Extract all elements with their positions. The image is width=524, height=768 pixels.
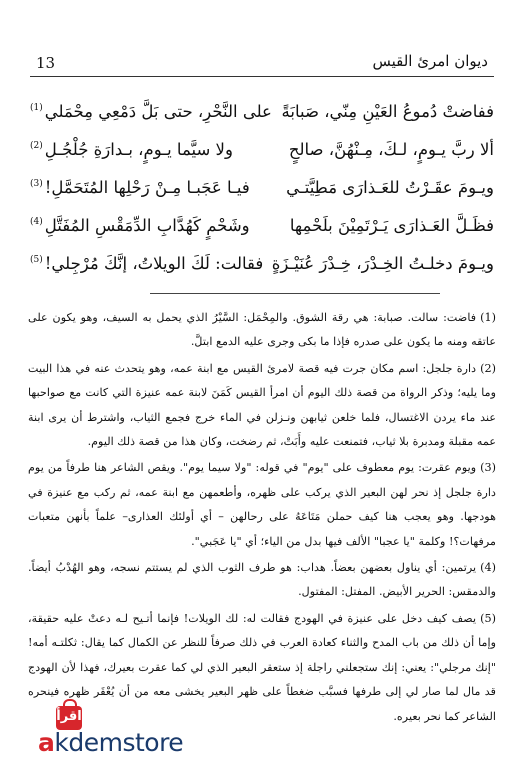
watermark-initial: a [38, 728, 55, 757]
verse-first-hemistich: ويـومَ عقَـرْتُ للعَـذارَى مَطِيَّتـي [286, 177, 494, 197]
bag-glyph: اقرأ [56, 709, 82, 724]
verse-second-hemistich [30, 216, 250, 235]
verse-first-hemistich: ويـومَ دخلـتُ الخِـدْرَ، خِـدْرَ عُنَيْـزَةٍ [271, 253, 494, 273]
footnote-rule [150, 293, 440, 294]
verse-first-hemistich: ألا ربَّ يـومٍ، لـكَ، مِـنْهُنَّ، صالحٍ [288, 139, 494, 159]
verse-first-hemistich: فظَـلَّ العَـذارَى يَـرْتَمِيْنَ بلَحْمِها [289, 215, 494, 235]
verse-second-hemistich-text: على النَّحْرِ، حتى بَلَّ دَمْعِي مِحْمَلي [44, 101, 272, 121]
footnote [28, 456, 496, 554]
footnote-number: (1) [480, 311, 496, 324]
verse-note-ref: (3) [30, 179, 43, 189]
footnote-text: يرتمين: أي يناول بعضهن بعضاً. هداب: هو طرف الثوب الذي لم يستتم نسجه، وهو الهُدْبُ أيضاً. والدمقس: الحرير الأبيض. المفتل: المفتول. [28, 561, 496, 599]
verse-note-ref: (4) [30, 217, 43, 227]
footnote-number: (4) [480, 561, 496, 575]
verse-line [30, 244, 494, 282]
verse-note-ref: (1) [30, 103, 43, 113]
watermark-text [38, 728, 183, 757]
verse-second-hemistich-text: وشَحْمٍ كَهُدَّابِ الدِّمَقْسِ المُفَتَّلِ [44, 215, 250, 235]
footnote-number: (3) [480, 461, 496, 475]
verse-second-hemistich [30, 102, 272, 121]
footnote-text: فاضت: سالت. صبابة: هي رقة الشوق. والمِحْمَل: السَّيْرُ الذي يحمل به السيف، وهو يكون على عاتقه ومنه ما يكون على صدره فإذا ما بكى وجرى عليه الدمع ابتلَّ. [28, 311, 496, 349]
watermark-rest: kdemstore [54, 728, 184, 757]
footnote-text: يصف كيف دخل على عنيزة في الهودج فقالت له: لك الويلات! فإنما أتـيح لـه دعتْ عليه حقيقة، وإما أن ذلك من باب المدح والثناء كعادة العرب في ذلك صرفاً للنظر عن الكمال كما يقال: ثكلتـه أمه! "إنك مرجلي": يعني: إنك ستجعلني راجلة إذ ستعقر البعير الذي لي كما عقرت بعيرك، فهذا لأن الهودج قد مال لما صار لي إلى طرفها فسبَّب ضغطاً على ظهر البعير يخشى معه من أن يُعْقَر ظهره فينحره الشاعر كما نحر بعيره. [28, 611, 496, 723]
verse-second-hemistich-text: ولا سيَّما يـومٍ، بـدارَةِ جُلْجُـلِ [44, 139, 233, 159]
header-rule [30, 76, 494, 77]
footnote [28, 357, 496, 455]
verse-line [30, 168, 494, 206]
verse-first-hemistich: ففاضتْ دُموعُ العَيْنِ مِنّي، صَبابَةً [281, 101, 494, 121]
verse-block [30, 92, 494, 282]
verse-line [30, 92, 494, 130]
shopping-bag-icon [56, 706, 82, 730]
page-number: 13 [36, 54, 56, 72]
footnote-number: (2) [480, 361, 496, 375]
verse-line [30, 130, 494, 168]
verse-second-hemistich-text: فقالت: لَكَ الويلاتُ، إنَّكَ مُرْجِلي! [44, 253, 264, 273]
verse-second-hemistich [30, 140, 233, 159]
footnote [28, 556, 496, 605]
verse-second-hemistich-text: فيـا عَجَبـا مِـنْ رَحْلِها المُتَحَمَّلِ! [44, 177, 250, 197]
store-watermark [38, 706, 238, 758]
footnote-text: دارة جلجل: اسم مكان جرت فيه قصة لامرئ القيس مع ابنة عمه، وهو يتحدث عنه في هذا البيت وما يليه؛ وذكر الرواة من قصة ذلك اليوم أن امرأ القيس كَمَنَ لابنة عمه عنيزة التي كانت مع صواحبها عند ماء يردن الاغتسال، فلما خلعن ثيابهن ونـزلن في الماء خرج فجمع الثياب، واشترط أن يرى ابنة عمه مقبلة ومدبرة بلا ثياب، فتمنعت عليه وأَبَتْ، ثم رضخت، وكان هذا من قصة ذلك اليوم. [28, 361, 496, 449]
verse-note-ref: (5) [30, 255, 43, 265]
running-head: ديوان امرئ القيس [372, 52, 488, 70]
footnote-number: (5) [480, 611, 496, 625]
verse-note-ref: (2) [30, 141, 43, 151]
footnote [28, 306, 496, 355]
verse-second-hemistich [30, 254, 263, 273]
footnotes [28, 306, 496, 731]
verse-line [30, 206, 494, 244]
verse-second-hemistich [30, 178, 250, 197]
footnote-text: ويوم عقرت: يوم معطوف على "يوم" في قوله: "ولا سيما يوم". ويقص الشاعر هنا طرفاً من يوم دارة جلجل إذ نحر لهن البعير الذي يركب على ظهره، وأطعمهن مع ابنة عمه، ثم ركب مع عنيزة في هودجها. وهو يعجب هنا كيف حملن مَتَاعَهُ على رحالهن – أي أولئك العذارى– علماً بأنهن متعبات مرفهات؟! وكلمة "يا عجبا" الألف فيها بدل من الياء؛ أي "يا عَجَبي". [28, 461, 496, 548]
